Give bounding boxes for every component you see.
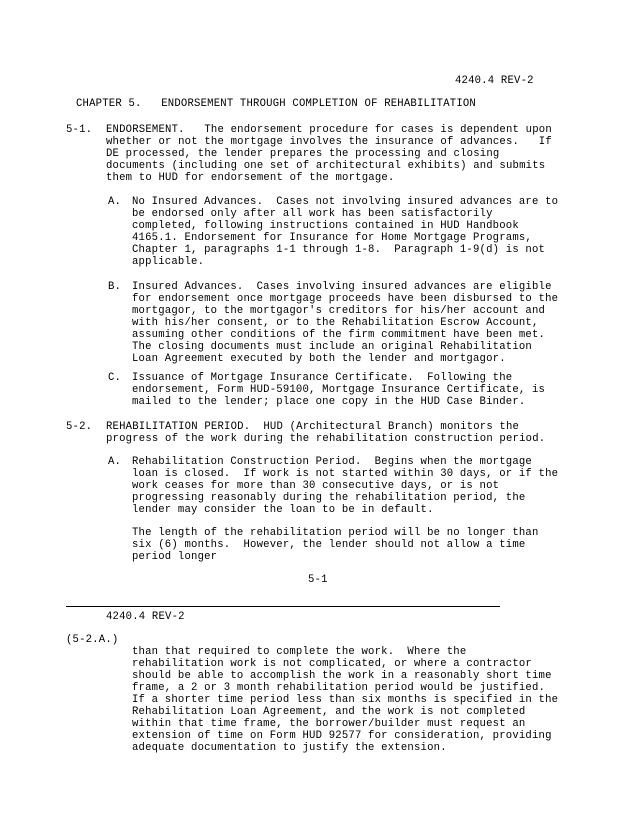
text-line: assuming other conditions of the firm commitment have been met. (132, 329, 546, 341)
page-header: 4240.4 REV-2 (455, 75, 534, 87)
page-separator (66, 606, 500, 607)
text-line: loan is closed. If work is not started within 30 days, or if the (132, 468, 559, 480)
text-line: Issuance of Mortgage Insurance Certificate. Following the (132, 372, 513, 384)
text-line: Rehabilitation Loan Agreement, and the work is not completed (132, 706, 526, 718)
text-line: period longer (132, 551, 218, 563)
text-line: No Insured Advances. Cases not involving insured advances are to (132, 196, 559, 208)
text-line: mailed to the lender; place one copy in the HUD Case Binder. (132, 396, 526, 408)
text-line: should be able to accomplish the work in a reasonably short time (132, 670, 552, 682)
text-line: whether or not the mortgage involves the insurance of advances. If (106, 136, 552, 148)
page-number: 5-1 (308, 574, 328, 586)
chapter-title: CHAPTER 5. ENDORSEMENT THROUGH COMPLETION OF REHABILITATION (76, 98, 476, 110)
section-number-5-2: 5-2. (66, 421, 93, 433)
text-line: rehabilitation work is not complicated, or where a contractor (132, 658, 532, 670)
item-letter-a: A. (108, 196, 122, 208)
text-line: within that time frame, the borrower/builder must request an (132, 718, 526, 730)
text-line: them to HUD for endorsement of the mortgage. (106, 172, 395, 184)
text-line: progressing reasonably during the rehabilitation period, the (132, 492, 526, 504)
text-line: with his/her consent, or to the Rehabilitation Escrow Account, (132, 317, 539, 329)
text-line: for endorsement once mortgage proceeds have been disbursed to the (132, 293, 559, 305)
section-number-5-1: 5-1. (66, 124, 93, 136)
text-line: Rehabilitation Construction Period. Begins when the mortgage (132, 456, 532, 468)
text-line: REHABILITATION PERIOD. HUD (Architectural Branch) monitors the (106, 421, 520, 433)
text-line: 4165.1. Endorsement for Insurance for Home Mortgage Programs, (132, 232, 532, 244)
text-line: Loan Agreement executed by both the lender and mortgagor. (132, 353, 506, 365)
text-line: than that required to complete the work. Where the (132, 646, 467, 658)
text-line: Chapter 1, paragraphs 1-1 through 1-8. Paragraph 1-9(d) is not (132, 244, 546, 256)
text-line: documents (including one set of architectural exhibits) and submits (106, 160, 546, 172)
text-line: lender may consider the loan to be in default. (132, 504, 434, 516)
text-line: completed, following instructions contained in HUD Handbook (132, 220, 519, 232)
text-line: applicable. (132, 256, 205, 268)
text-line: frame, a 2 or 3 month rehabilitation period would be justified. (132, 682, 546, 694)
text-line: six (6) months. However, the lender should not allow a time (132, 539, 526, 551)
text-line: work ceases for more than 30 consecutive days, or is not (132, 480, 500, 492)
item-letter-b: B. (108, 281, 122, 293)
text-line: endorsement, Form HUD-59100, Mortgage Insurance Certificate, is (132, 384, 546, 396)
text-line: extension of time on Form HUD 92577 for consideration, providing (132, 730, 552, 742)
section-reference: (5-2.A.) (66, 634, 119, 646)
page-header: 4240.4 REV-2 (106, 611, 185, 623)
text-line: ENDORSEMENT. The endorsement procedure for cases is dependent upon (106, 124, 552, 136)
text-line: adequate documentation to justify the extension. (132, 742, 447, 754)
text-line: progress of the work during the rehabilitation construction period. (106, 433, 546, 445)
text-line: Insured Advances. Cases involving insured advances are eligible (132, 281, 552, 293)
text-line: be endorsed only after all work has been satisfactorily (132, 208, 493, 220)
text-line: The closing documents must include an original Rehabilitation (132, 341, 532, 353)
item-letter-a: A. (108, 456, 122, 468)
text-line: If a shorter time period less than six months is specified in the (132, 694, 559, 706)
text-line: The length of the rehabilitation period will be no longer than (132, 527, 539, 539)
item-letter-c: C. (108, 372, 122, 384)
text-line: mortgagor, to the mortgagor's creditors for his/her account and (132, 305, 546, 317)
text-line: DE processed, the lender prepares the processing and closing (106, 148, 500, 160)
